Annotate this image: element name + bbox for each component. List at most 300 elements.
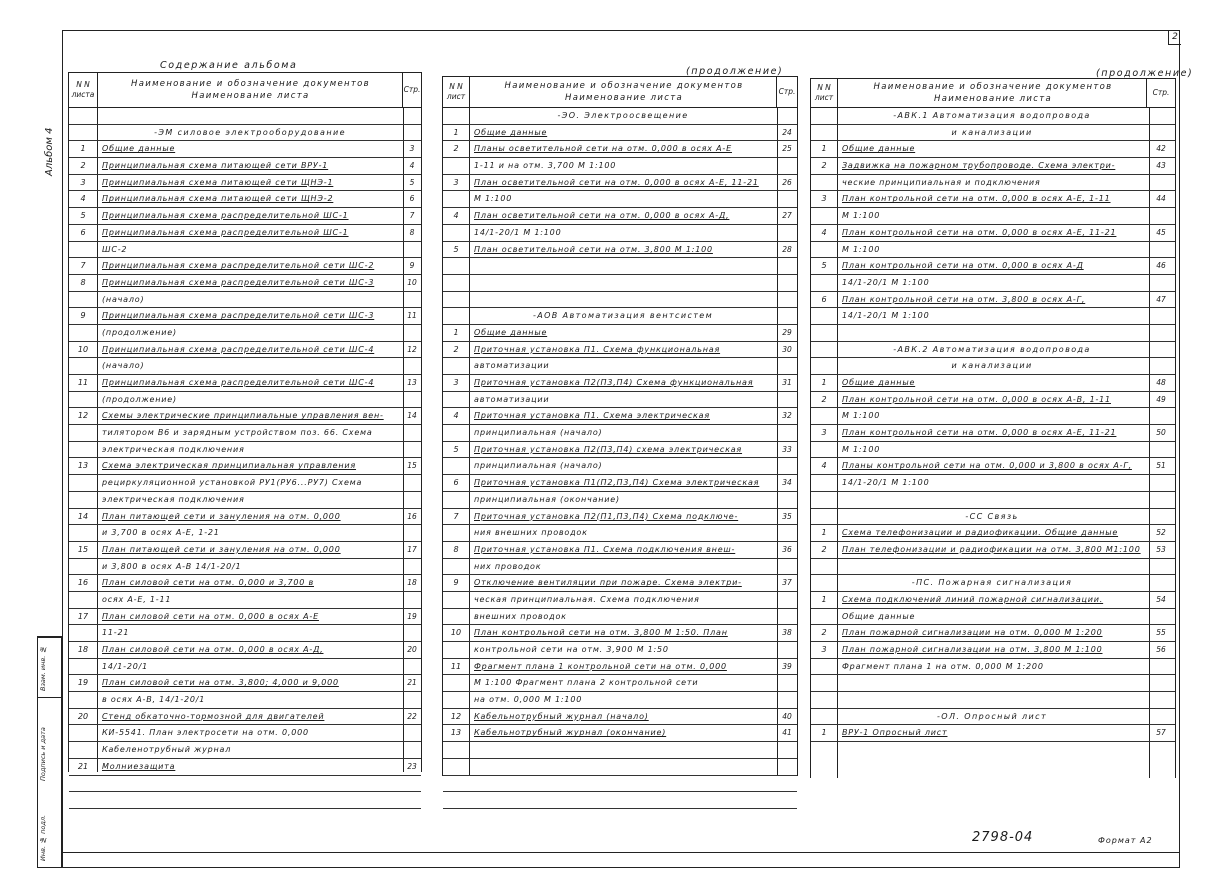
row-sheet-number: 16 [77,578,89,588]
row-page [1147,442,1175,458]
table-row [811,175,1175,192]
row-page: 11 [407,311,417,321]
side-stamp [37,636,62,868]
row-sheet-number: 15 [77,544,89,554]
table-row [443,442,797,459]
row-sheet-number: 12 [450,711,462,721]
col3-header [811,78,1175,108]
row-page [403,442,421,458]
row-page [777,692,797,708]
row-title: План контрольной сети на отм. 0,000 в осях А-Е, 1-11 [842,194,1111,204]
row-sheet-number: 3 [80,177,86,187]
row-sheet-number: 1 [821,528,827,538]
col1-header [69,72,421,108]
table-row [443,158,797,175]
stamp-orig-inv: Инв. № подл. [39,814,47,862]
row-sheet-number [443,258,469,274]
row-page [777,392,797,408]
row-sheet-number [811,692,837,708]
row-title: (начало) [102,361,145,371]
row-sheet-number [443,392,469,408]
row-page: 38 [782,628,792,638]
row-page: 47 [1156,294,1166,304]
row-sheet-number [443,292,469,308]
title-block-line [62,852,1180,853]
row-title: внешних проводок [474,611,567,621]
row-sheet-number [811,609,837,625]
row-page [777,776,797,792]
table-row [69,308,421,325]
row-title [97,776,403,792]
col3-rows [811,108,1175,742]
col3-head-title-2: Наименование листа [934,94,1052,104]
row-page: 5 [409,177,415,187]
row-page: 31 [782,378,792,387]
row-sheet-number [811,408,837,424]
row-title [469,292,777,308]
row-title [837,559,1147,575]
table-row [811,625,1175,642]
row-title: них проводок [474,561,542,571]
row-sheet-number [443,358,469,374]
row-page [1147,408,1175,424]
table-row [443,225,797,242]
row-title: Принципиальная схема питающей сети ЩНЭ-2 [102,194,334,204]
section-title: и канализации [951,127,1033,137]
row-page [403,725,421,741]
table-row [443,308,797,325]
table-row [811,659,1175,676]
row-sheet-number [811,325,837,341]
row-title: Принципиальная схема распределительной сети ШС-4 [102,378,375,387]
col2-rows [443,108,797,809]
row-title: принципиальная (начало) [474,428,603,438]
table-row [69,492,421,509]
stamp-inv-no: Взам. инв. № [38,637,61,698]
row-page [403,125,421,141]
row-title: План контрольной сети на отм. 0,000 в осях А-Е, 11-21 [842,227,1117,237]
row-page: 44 [1156,194,1166,204]
row-sheet-number [443,609,469,625]
row-title [469,759,777,775]
col2-header [443,76,797,108]
row-title: Приточная установка П1(П2,П3,П4) Схема электрическая [474,478,760,488]
row-page: 53 [1156,544,1166,554]
table-row [443,141,797,158]
row-sheet-number [811,442,837,458]
row-page [1147,675,1175,691]
row-sheet-number [811,242,837,258]
row-sheet-number [811,659,837,675]
col2-head-title [469,77,779,107]
row-title: План контрольной сети на отм. 0,000 в осях А-Е, 11-21 [842,428,1117,438]
table-row [443,792,797,809]
row-page [403,108,421,124]
row-sheet-number: 10 [77,344,89,354]
table-row [443,242,797,259]
row-page: 43 [1156,161,1166,171]
row-page: 12 [407,344,417,354]
row-sheet-number: 2 [453,144,459,154]
col3-head-title [837,79,1149,107]
row-title: 14/1-20/1 [102,661,149,671]
table-row [443,175,797,192]
table-row [443,525,797,542]
table-row [69,275,421,292]
row-title: Принципиальная схема распределительной сети ШС-3 [102,277,375,287]
row-page [777,559,797,575]
table-row [811,475,1175,492]
document-number: 2798-04 [972,830,1034,845]
table-row [811,575,1175,592]
table-row [443,709,797,726]
col1-head-page: Стр. [402,73,421,107]
table-row [811,158,1175,175]
row-page: 19 [407,611,417,621]
table-row [811,542,1175,559]
row-page [1147,509,1175,525]
row-title: Планы контрольной сети на отм. 0,000 и 3,800 в осях А-Г, [842,461,1132,471]
row-page: 10 [407,277,417,287]
row-title: Общие данные [842,144,916,154]
row-page [403,425,421,441]
row-page [1147,575,1175,591]
table-row [69,575,421,592]
row-page: 17 [407,544,417,554]
section-title: -ОЛ. Опросный лист [936,711,1048,721]
table-row [69,759,421,776]
row-sheet-number: 2 [821,544,827,554]
table-row [811,225,1175,242]
table-row [69,509,421,526]
row-page [403,776,421,792]
row-title: Кабельнотрубный журнал (окончание) [474,728,667,738]
table-row [811,141,1175,158]
table-row [69,158,421,175]
table-row [811,458,1175,475]
row-page: 24 [782,127,792,137]
row-page [403,559,421,575]
row-title: осях А-Е, 1-11 [102,594,172,604]
table-row [69,358,421,375]
table-row [443,325,797,342]
row-title: 1-11 и на отм. 3,700 М 1:100 [474,161,617,171]
row-sheet-number [443,525,469,541]
table-row [811,325,1175,342]
row-sheet-number [443,692,469,708]
row-page: 7 [409,211,415,221]
row-sheet-number [69,659,97,675]
section-title: -ПС. Пожарная сигнализация [911,578,1073,588]
row-sheet-number: 14 [77,511,89,521]
row-page: 32 [782,411,792,421]
row-title: Отключение вентиляции при пожаре. Схема электри- [474,578,742,588]
row-sheet-number [69,292,97,308]
row-sheet-number: 19 [77,678,89,688]
table-row [811,342,1175,359]
table-row [69,792,421,809]
row-title: Кабельнотрубный журнал (начало) [474,711,649,721]
row-page: 25 [782,144,792,154]
row-sheet-number [443,108,469,124]
table-row [443,475,797,492]
row-page: 26 [782,177,792,187]
row-title [837,675,1147,691]
stamp-signature-date: Подпись и дата [38,697,61,810]
col2-head-page: Стр. [776,77,797,107]
row-page [1147,492,1175,508]
row-title: Кабеленотрубный журнал [102,745,232,755]
row-title: Схема электрическая принципиальная управления [102,461,357,471]
row-sheet-number: 1 [821,378,827,387]
row-sheet-number [69,325,97,341]
row-page: 50 [1156,428,1166,438]
table-row [443,492,797,509]
row-sheet-number: 12 [77,411,89,421]
row-page [777,742,797,758]
row-sheet-number: 6 [453,478,459,488]
row-title: Принципиальная схема распределительной сети ШС-2 [102,261,375,271]
table-row [443,725,797,742]
row-page: 33 [782,444,792,454]
row-page: 18 [407,578,417,588]
row-title: План питающей сети и зануления на отм. 0,000 [102,511,341,521]
row-sheet-number [69,592,97,608]
row-title: План осветительной сети на отм. 0,000 в осях А-Д, [474,211,730,221]
row-title: Приточная установка П1. Схема подключения внеш- [474,544,736,554]
table-row [443,609,797,626]
row-title: План пожарной сигнализации на отм. 0,000 М 1:200 [842,628,1103,638]
row-sheet-number [69,625,97,641]
row-title: Принципиальная схема распределительной ШС-1 [102,211,349,221]
row-sheet-number [811,709,837,725]
table-row [443,275,797,292]
row-sheet-number: 7 [80,261,86,271]
col3-head-num: N N лист [811,79,838,107]
row-sheet-number: 1 [80,144,86,154]
row-sheet-number: 1 [821,728,827,738]
contents-table-2 [442,76,798,776]
table-row [69,375,421,392]
row-title: План питающей сети и зануления на отм. 0,000 [102,544,341,554]
row-sheet-number [69,108,97,124]
row-sheet-number [69,559,97,575]
row-sheet-number [69,492,97,508]
row-title: Общие данные [474,327,548,337]
row-sheet-number [811,275,837,291]
col3-head-title-1: Наименование и обозначение документов [873,82,1113,92]
table-row [69,392,421,409]
row-sheet-number [69,358,97,374]
row-title: Приточная установка П2(П3,П4) схема электрическая [474,444,743,454]
section-title: -АОВ Автоматизация вентсистем [532,311,714,321]
row-title: (начало) [102,294,145,304]
row-sheet-number [811,108,837,124]
row-title [837,692,1147,708]
row-page: 6 [409,194,415,204]
row-sheet-number: 2 [80,161,86,171]
row-sheet-number: 1 [453,327,459,337]
row-sheet-number [811,125,837,141]
row-page: 8 [409,227,415,237]
table-row [443,375,797,392]
table-row [69,325,421,342]
row-sheet-number: 2 [453,344,459,354]
row-page: 3 [409,144,415,154]
table-row [811,692,1175,709]
table-row [69,342,421,359]
row-sheet-number: 13 [77,461,89,471]
row-title: Принципиальная схема питающей сети ЩНЭ-1 [102,177,334,187]
row-title: М 1:100 [842,211,881,221]
row-page: 16 [407,511,417,521]
row-sheet-number: 5 [821,261,827,271]
table-row [443,559,797,576]
table-row [811,642,1175,659]
table-row [811,125,1175,142]
table-row [443,408,797,425]
row-title: электрическая подключения [102,444,245,454]
col2-head-title-2: Наименование листа [565,93,683,103]
row-title: М 1:100 [842,444,881,454]
row-sheet-number [69,742,97,758]
row-page: 55 [1156,628,1166,638]
row-sheet-number: 5 [453,244,459,254]
row-sheet-number: 8 [453,544,459,554]
table-row [443,458,797,475]
row-title: Принципиальная схема распределительной сети ШС-3 [102,311,375,321]
contents-table-1 [68,72,422,772]
table-row [443,358,797,375]
table-row [811,675,1175,692]
table-row [443,108,797,125]
row-title [97,792,403,808]
row-sheet-number: 21 [77,761,89,771]
row-title [469,258,777,274]
table-row [811,408,1175,425]
table-row [443,692,797,709]
row-page [403,242,421,258]
row-title [469,275,777,291]
col3-caption: (продолжение) [1096,68,1194,79]
row-page: 20 [407,645,417,654]
row-page [403,475,421,491]
row-page [1147,275,1175,291]
col2-head-title-1: Наименование и обозначение документов [504,81,744,91]
row-sheet-number: 4 [453,211,459,221]
row-title: Приточная установка П1. Схема функциональная [474,344,721,354]
row-title: контрольной сети на отм. 3,900 М 1:50 [474,645,669,654]
table-row [443,509,797,526]
row-title: автоматизации [474,394,550,404]
row-page [1147,325,1175,341]
row-page [1147,108,1175,124]
table-row [811,425,1175,442]
row-page [403,792,421,808]
row-sheet-number [443,225,469,241]
row-sheet-number [443,559,469,575]
row-page [403,325,421,341]
row-sheet-number: 11 [77,378,89,387]
row-page [777,759,797,775]
row-page [777,675,797,691]
row-sheet-number: 13 [450,728,462,738]
row-sheet-number: 1 [821,144,827,154]
row-page [1147,342,1175,358]
sheet-number: 2 [1168,30,1181,45]
table-row [69,559,421,576]
row-page [1147,659,1175,675]
row-title: Схема подключений линий пожарной сигнализации. [842,594,1104,604]
table-row [443,191,797,208]
row-page: 54 [1156,594,1166,604]
table-row [69,208,421,225]
row-sheet-number: 18 [77,645,89,654]
table-row [811,308,1175,325]
row-title: План контрольной сети на отм. 0,000 в осях А-В, 1-11 [842,394,1111,404]
row-sheet-number [443,492,469,508]
row-title: принципиальная (окончание) [474,494,620,504]
table-row [69,675,421,692]
row-sheet-number [443,742,469,758]
row-title: План контрольной сети на отм. 3,800 М 1:50. План [474,628,728,638]
row-page [777,225,797,241]
row-title: М 1:100 [842,244,881,254]
row-sheet-number [69,392,97,408]
row-page: 56 [1156,645,1166,654]
row-page: 9 [409,261,415,271]
row-title: Принципиальная схема распределительной сети ШС-4 [102,344,375,354]
row-page [1147,208,1175,224]
table-row [69,191,421,208]
table-row [443,625,797,642]
row-title [469,776,777,792]
row-sheet-number [443,776,469,792]
row-page: 15 [407,461,417,471]
table-row [69,141,421,158]
row-sheet-number [811,492,837,508]
table-row [811,509,1175,526]
row-title: Приточная установка П2(П3,П4) Схема функциональная [474,378,754,387]
table-row [69,475,421,492]
row-title: Схемы электрические принципиальные управления вен- [102,411,384,421]
row-title: План осветительной сети на отм. 0,000 в осях А-Е, 11-21 [474,177,759,187]
row-title: ния внешних проводок [474,528,588,538]
row-page [777,292,797,308]
row-page [1147,692,1175,708]
table-row [69,175,421,192]
table-row [69,425,421,442]
table-row [443,592,797,609]
row-page: 36 [782,544,792,554]
row-page [777,592,797,608]
row-sheet-number: 4 [821,227,827,237]
table-row [811,559,1175,576]
table-row [811,375,1175,392]
row-title [469,792,777,808]
row-title: План силовой сети на отм. 0,000 в осях А-Д, [102,645,324,654]
row-title: Общие данные [474,127,548,137]
row-sheet-number: 5 [80,211,86,221]
row-sheet-number [811,175,837,191]
col1-rows [69,108,421,809]
table-row [811,525,1175,542]
row-page: 35 [782,511,792,521]
table-row [69,625,421,642]
row-sheet-number [811,342,837,358]
row-page [1147,242,1175,258]
row-page [1147,559,1175,575]
